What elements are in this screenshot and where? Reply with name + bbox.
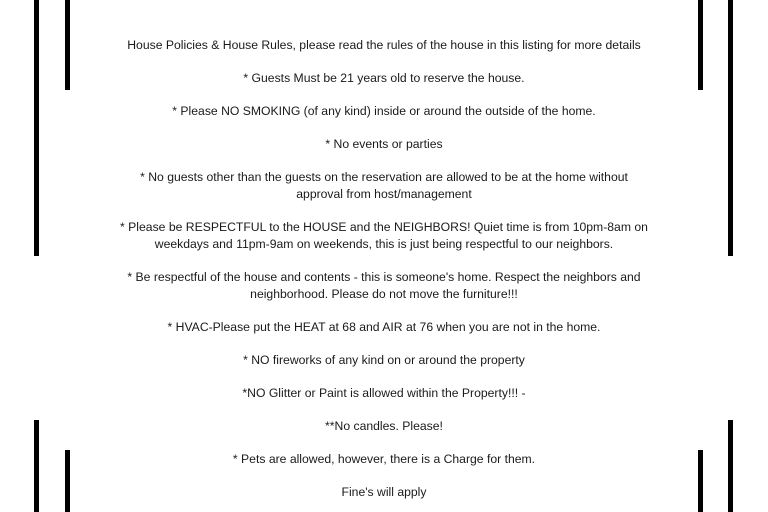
decorative-bar-bottom-inner-right [698,450,703,512]
rule-no-candles: **No candles. Please! [325,419,443,433]
rule-guests-only: * No guests other than the guests on the reservation are allowed to be at the home without approval from host/management [140,170,628,201]
rules-intro: House Policies & House Rules, please read the rules of the house in this listing for more details [127,38,641,52]
decorative-bar-bottom-outer-right [728,420,733,512]
decorative-bar-bottom-inner-left [65,450,70,512]
rule-fines: Fine's will apply [341,485,427,499]
decorative-bar-outer-right [728,0,733,256]
decorative-bar-outer-left [34,0,39,256]
rule-pets: * Pets are allowed, however, there is a Charge for them. [232,452,536,466]
decorative-bar-bottom-outer-left [34,420,39,512]
decorative-bar-top-left [65,0,70,90]
rule-no-glitter: *NO Glitter or Paint is allowed within the Property!!! - [242,386,526,400]
rule-no-smoking: * Please NO SMOKING (of any kind) inside or around the outside of the home. [172,104,596,118]
rule-no-events: * No events or parties [325,137,443,151]
rule-age: * Guests Must be 21 years old to reserve the house. [243,71,525,85]
rule-no-fireworks: * NO fireworks of any kind on or around the property [243,353,525,367]
rule-respect-house: * Be respectful of the house and contents - this is someone's home. Respect the neighbors and neighborhood. Please do not move the furniture!!! [127,270,641,301]
rules-text-block [120,37,648,512]
decorative-bar-top-right [698,0,703,90]
rule-quiet-time: * Please be RESPECTFUL to the HOUSE and the NEIGHBORS! Quiet time is from 10pm-8am on weekdays and 11pm-9am on weekends, this is just being respectful to our neighbors. [120,220,648,251]
rule-hvac: * HVAC-Please put the HEAT at 68 and AIR at 76 when you are not in the home. [167,320,601,334]
